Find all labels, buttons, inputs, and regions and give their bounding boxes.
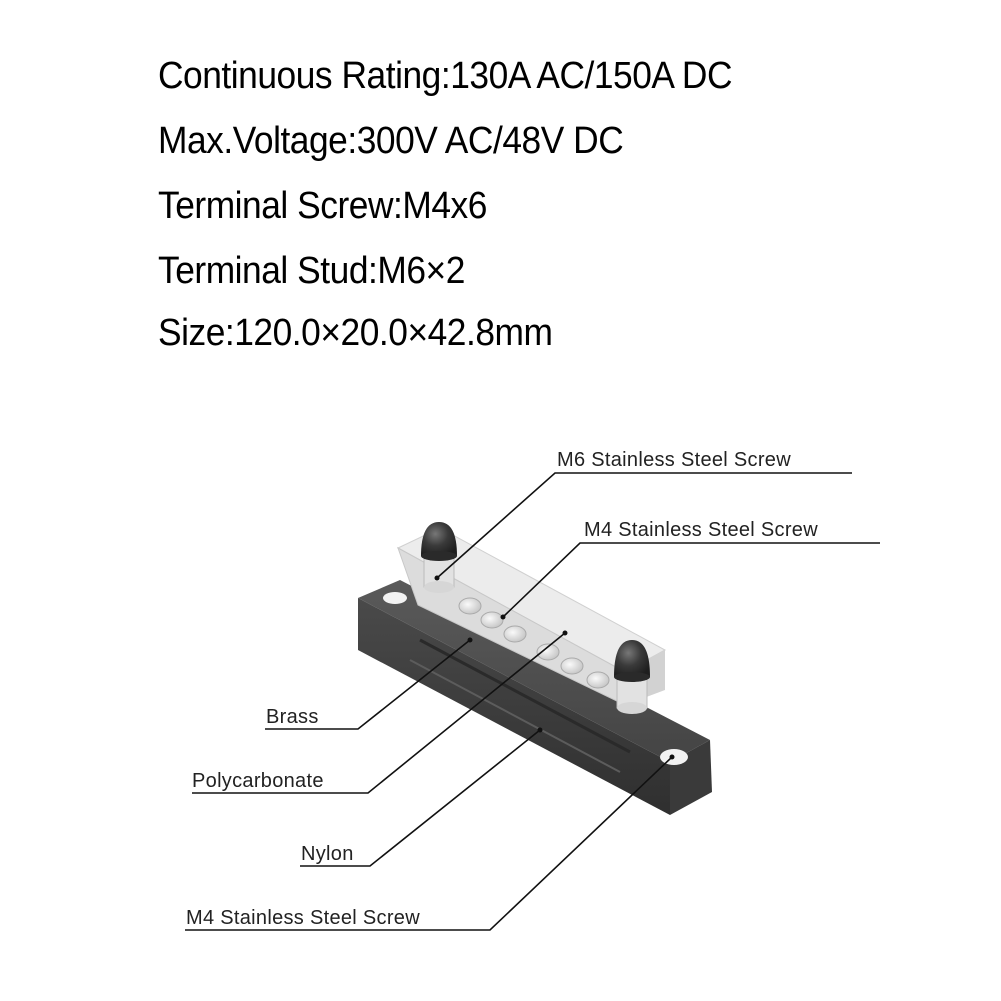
m6-stud-right xyxy=(614,640,650,714)
m6-stud-left xyxy=(421,522,457,593)
callout-brass: Brass xyxy=(266,706,319,728)
callout-m6-screw: M6 Stainless Steel Screw xyxy=(557,449,791,471)
spec-continuous-rating: Continuous Rating:130A AC/150A DC xyxy=(158,55,733,97)
leader-dot xyxy=(538,728,543,733)
leader-dot xyxy=(563,631,568,636)
leader-dot xyxy=(468,638,473,643)
callout-polycarbonate: Polycarbonate xyxy=(192,770,324,792)
leader-dot xyxy=(501,615,506,620)
callout-m4-screw-top: M4 Stainless Steel Screw xyxy=(584,519,818,541)
leader-dot xyxy=(435,576,440,581)
leader-dot xyxy=(670,755,675,760)
spec-max-voltage: Max.Voltage:300V AC/48V DC xyxy=(158,120,624,162)
mount-hole-left xyxy=(383,592,407,604)
spec-terminal-screw: Terminal Screw:M4x6 xyxy=(158,185,487,227)
callout-nylon: Nylon xyxy=(301,843,354,865)
callout-m4-screw-bottom: M4 Stainless Steel Screw xyxy=(186,907,420,929)
spec-terminal-stud: Terminal Stud:M6×2 xyxy=(158,250,465,292)
spec-size: Size:120.0×20.0×42.8mm xyxy=(158,312,553,354)
